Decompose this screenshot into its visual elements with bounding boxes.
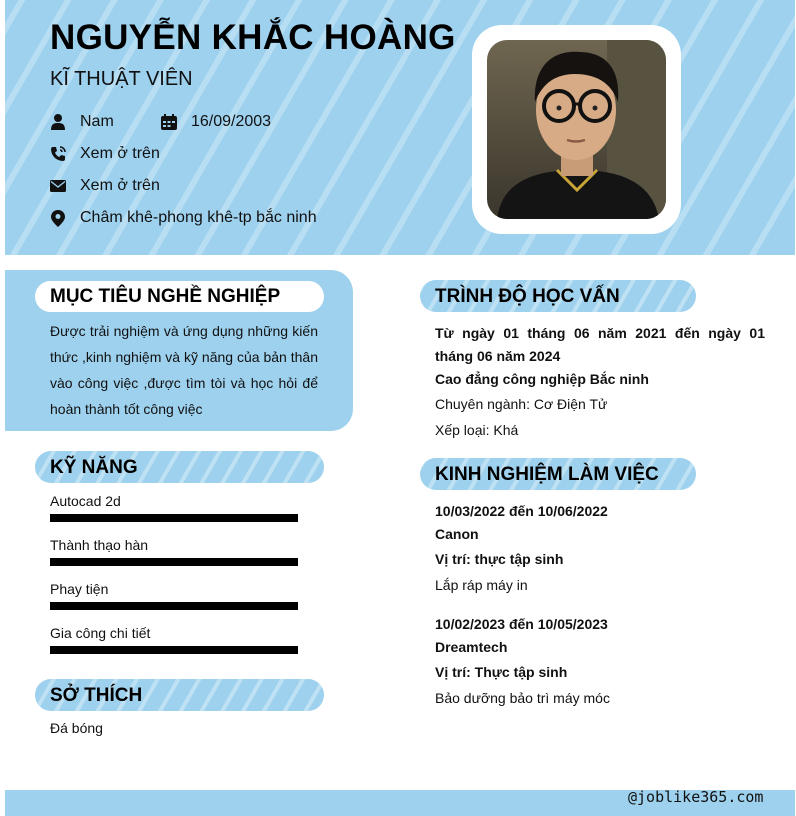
objective-title: MỤC TIÊU NGHỀ NGHIỆP (50, 286, 281, 307)
education-title: TRÌNH ĐỘ HỌC VẤN (435, 286, 620, 307)
envelope-icon (50, 178, 66, 194)
job-title: KĨ THUẬT VIÊN (50, 68, 193, 90)
skill-label: Autocad 2d (50, 493, 121, 509)
experience-company: Dreamtech (435, 639, 508, 655)
watermark: @joblike365.com (628, 788, 764, 806)
candidate-name: NGUYỄN KHẮC HOÀNG (50, 18, 456, 57)
gender-row (50, 113, 114, 131)
hobbies-title: SỞ THÍCH (50, 685, 143, 706)
header-banner (5, 0, 795, 255)
education-major: Chuyên ngành: Cơ Điện Tử (435, 396, 608, 412)
gender-value: Nam (80, 113, 114, 130)
address-row (50, 209, 317, 227)
experience-period: 10/02/2023 đến 10/05/2023 (435, 616, 608, 632)
skill-bar (50, 646, 298, 654)
skill-bar (50, 514, 298, 522)
experience-description: Lắp ráp máy in (435, 577, 528, 593)
phone-value: Xem ở trên (80, 145, 160, 162)
email-value: Xem ở trên (80, 177, 160, 194)
skill-bar (50, 558, 298, 566)
phone-row (50, 145, 160, 163)
skill-label: Thành thạo hàn (50, 537, 149, 553)
experience-period: 10/03/2022 đến 10/06/2022 (435, 503, 608, 519)
objective-text: Được trải nghiệm và ứng dụng những kiến thức ,kinh nghiệm và kỹ năng của bản thân vào công việc ,được tìm tòi và học hỏi để hoàn thành tốt công việc (50, 323, 318, 417)
education-period: Từ ngày 01 tháng 06 năm 2021 đến ngày 01 tháng 06 năm 2024 (435, 325, 765, 364)
skills-title: KỸ NĂNG (50, 457, 138, 478)
avatar (487, 40, 666, 219)
education-school: Cao đẳng công nghiệp Bắc ninh (435, 371, 649, 387)
experience-company: Canon (435, 526, 479, 542)
address-value: Châm khê-phong khê-tp bắc ninh (80, 209, 317, 226)
skill-label: Phay tiện (50, 581, 109, 597)
education-grade: Xếp loại: Khá (435, 422, 519, 438)
calendar-icon (161, 114, 177, 130)
hobby-text: Đá bóng (50, 720, 103, 736)
birthday-row (161, 113, 271, 131)
location-pin-icon (50, 210, 66, 226)
phone-icon (50, 146, 66, 162)
email-row (50, 177, 160, 195)
skill-bar (50, 602, 298, 610)
skill-label: Gia công chi tiết (50, 625, 151, 641)
experience-description: Bảo dưỡng bảo trì máy móc (435, 690, 610, 706)
experience-position: Vị trí: Thực tập sinh (435, 664, 568, 680)
avatar-frame (472, 25, 681, 234)
birthday-value: 16/09/2003 (191, 113, 272, 130)
experience-title: KINH NGHIỆM LÀM VIỆC (435, 464, 659, 485)
user-icon (50, 114, 66, 130)
experience-position: Vị trí: thực tập sinh (435, 551, 564, 567)
